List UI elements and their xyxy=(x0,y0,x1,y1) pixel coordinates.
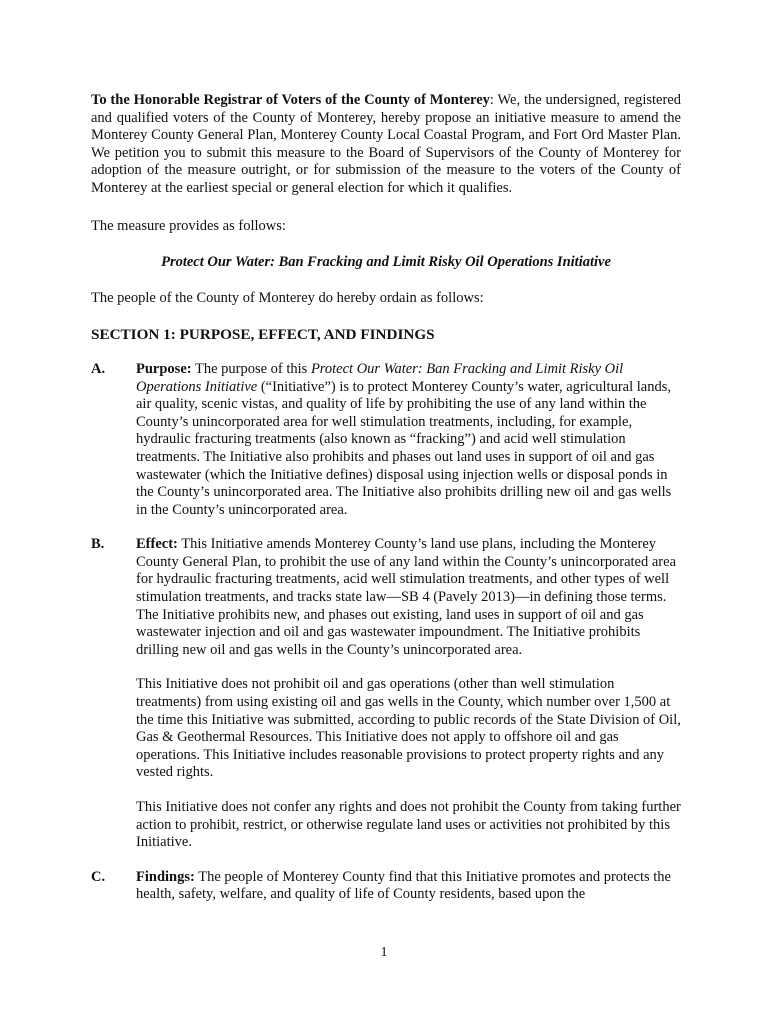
intro-paragraph xyxy=(91,92,681,198)
effect-text: This Initiative amends Monterey County’s land use plans, including the Monterey County General Plan, to prohibit the use of any land within the County’s unincorporated area for hydraulic fracturing treatments, acid well stimulation treatments, and other types of well stimulation treatments, and tracks state law—SB 4 (Pavely 2013)—in defining those terms. The Initiative prohibits new, and phases out existing, land uses in support of oil and gas wastewater injection and oil and gas wastewater impoundment. The Initiative prohibits drilling new oil and gas wells in the County’s unincorporated area. xyxy=(136,536,677,658)
addressee: To the Honorable Registrar of Voters of the County of Monterey xyxy=(91,92,490,108)
purpose-item xyxy=(91,361,681,519)
findings-item xyxy=(91,869,681,904)
purpose-text-before: The purpose of this xyxy=(191,360,311,377)
item-marker-c: C. xyxy=(91,868,106,885)
effect-item xyxy=(91,536,681,659)
findings-text: The people of Monterey County find that this Initiative promotes and protects the health, safety, welfare, and quality of life of County residents, based upon the xyxy=(136,868,671,903)
measure-title: Protect Our Water: Ban Fracking and Limit Risky Oil Operations Initiative xyxy=(161,254,611,271)
effect-paragraph-2: This Initiative does not prohibit oil and gas operations (other than well stimulation treatments) from using existing oil and gas wells in the County, which number over 1,500 at the time this Initiative was submitted, according to public records of the State Division of Oil, Gas & Geothermal Resources. This Initiative does not apply to offshore oil and gas operations. This Initiative includes reasonable provisions to protect property rights and any vested rights. xyxy=(136,676,681,781)
provides-line: The measure provides as follows: xyxy=(91,217,286,234)
document-body xyxy=(91,92,681,904)
ordain-line: The people of the County of Monterey do hereby ordain as follows: xyxy=(91,289,484,306)
purpose-text-after: (“Initiative”) is to protect Monterey County’s water, agricultural lands, air quality, scenic vistas, and quality of life by prohibiting the use of any land within the County’s unincorporated area for well stimulation treatments, including, for example, hydraulic fracturing treatments (also known as “fracking”) and acid well stimulation treatments. The Initiative also prohibits and phases out land uses in support of oil and gas wastewater (which the Initiative defines) disposal using injection wells or disposal ponds in the County’s unincorporated area. The Initiative also prohibits drilling new oil and gas wells in the County’s unincorporated area. xyxy=(136,378,672,518)
purpose-italic-title: Protect Our Water: Ban Fracking and Limit Risky Oil Operations Initiative xyxy=(136,360,624,395)
intro-text: : We, the undersigned, registered and qualified voters of the County of Monterey, hereby propose an initiative measure to amend the Monterey County General Plan, Monterey County Local Coastal Program, and Fort Ord Master Plan. We petition you to submit this measure to the Board of Supervisors of the County of Monterey for adoption of the measure outright, or for submission of the measure to the voters of the County of Monterey at the earliest special or general election for which it qualifies. xyxy=(91,92,681,196)
findings-label: Findings: xyxy=(136,868,195,885)
item-marker-a: A. xyxy=(91,360,106,377)
page-number: 1 xyxy=(380,945,388,960)
findings-paragraph xyxy=(136,869,681,904)
purpose-paragraph xyxy=(136,361,681,519)
purpose-label: Purpose: xyxy=(136,360,192,377)
section-1-heading: SECTION 1: PURPOSE, EFFECT, AND FINDINGS xyxy=(91,326,435,344)
item-marker-b: B. xyxy=(91,536,105,553)
effect-paragraph-3: This Initiative does not confer any rights and does not prohibit the County from taking further action to prohibit, restrict, or otherwise regulate land uses or activities not prohibited by this Initiative. xyxy=(136,799,681,851)
effect-label: Effect: xyxy=(136,536,178,553)
effect-paragraph xyxy=(136,536,681,659)
